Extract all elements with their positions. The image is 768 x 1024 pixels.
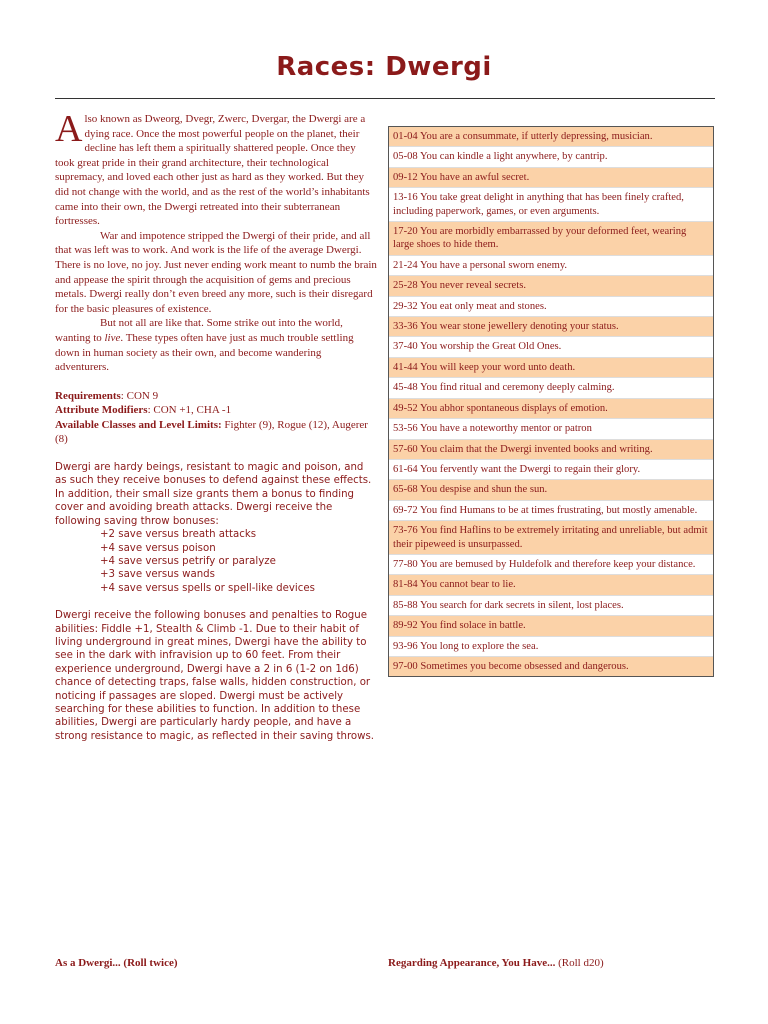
requirements-value: : CON 9 <box>120 389 159 402</box>
table-row: 05-08 You can kindle a light anywhere, by cantrip. <box>389 147 713 167</box>
requirements-line <box>55 389 377 404</box>
paragraph-adventurers <box>55 316 377 374</box>
caption-appearance-title: Regarding Appearance, You Have... <box>388 957 556 969</box>
left-column <box>55 108 377 743</box>
table-row: 45-48 You find ritual and ceremony deeply calming. <box>389 378 713 398</box>
adventurers-emphasis: live <box>104 331 121 344</box>
roll-table <box>388 126 714 677</box>
table-row: 81-84 You cannot bear to lie. <box>389 575 713 595</box>
table-row: 69-72 You find Humans to be at times frustrating, but mostly amenable. <box>389 501 713 521</box>
table-row: 65-68 You despise and shun the sun. <box>389 480 713 500</box>
saving-throw-item: +4 save versus spells or spell-like devices <box>100 582 315 594</box>
caption-appearance-dice: (Roll d20) <box>555 957 604 969</box>
table-row: 73-76 You find Haflins to be extremely irritating and unreliable, but admit their pipeweed is unsurpassed. <box>389 521 713 555</box>
intro-paragraph <box>55 108 377 229</box>
saving-throw-item: +3 save versus wands <box>100 569 215 581</box>
caption-roll-twice: As a Dwergi... (Roll twice) <box>55 957 178 969</box>
title-divider <box>55 98 715 99</box>
table-row: 61-64 You fervently want the Dwergi to regain their glory. <box>389 460 713 480</box>
attribute-modifiers-value: : CON +1, CHA -1 <box>147 404 232 417</box>
table-row: 01-04 You are a consummate, if utterly depressing, musician. <box>389 127 713 147</box>
table-row: 33-36 You wear stone jewellery denoting your status. <box>389 317 713 337</box>
table-row: 37-40 You worship the Great Old Ones. <box>389 337 713 357</box>
page-title: Races: Dwergi <box>276 52 492 82</box>
table-row: 93-96 You long to explore the sea. <box>389 637 713 657</box>
table-row: 41-44 You will keep your word unto death. <box>389 358 713 378</box>
paragraph-war: War and impotence stripped the Dwergi of their pride, and all that was left was to work. And work is the life of the average Dwergi. There is no love, no joy. Just never ending work meant to numb the brain and appease the spirit through the acquisition of gems and precious metals. Dwergi really don’t even breed any more, such is their disregard for the basic pleasures of existence. <box>55 229 377 315</box>
adventurers-text-b: . These types often have just as much trouble settling down in human society as their own, and become wandering adventurers. <box>55 331 354 374</box>
attribute-modifiers-line <box>55 403 377 418</box>
table-row: 29-32 You eat only meat and stones. <box>389 297 713 317</box>
table-row: 25-28 You never reveal secrets. <box>389 276 713 296</box>
table-row: 89-92 You find solace in battle. <box>389 616 713 636</box>
table-row: 17-20 You are morbidly embarrassed by your deformed feet, wearing large shoes to hide them. <box>389 222 713 256</box>
table-row: 57-60 You claim that the Dwergi invented books and writing. <box>389 440 713 460</box>
saving-throw-item: +4 save versus poison <box>100 542 216 554</box>
requirements-label: Requirements <box>55 389 121 402</box>
table-row: 49-52 You abhor spontaneous displays of emotion. <box>389 399 713 419</box>
table-row: 77-80 You are bemused by Huldefolk and therefore keep your distance. <box>389 555 713 575</box>
saving-throw-list <box>55 528 377 595</box>
rogue-abilities-paragraph: Dwergi receive the following bonuses and penalties to Rogue abilities: Fiddle +1, Stealth & Climb -1. Due to their habit of living underground in great mines, Dwergi have the ability to see in the dark with infravision up to 60 feet. From their experience underground, Dwergi have a 2 in 6 (1-2 on 1d6) chance of detecting traps, false walls, hidden construction, or noticing if passages are sloped. Dwergi must be actively searching for these abilities to function. In addition to these abilities, Dwergi are particularly hardy people, and have a strong resistance to magic, as reflected in their saving throws. <box>55 610 375 742</box>
intro-text: lso known as Dweorg, Dvegr, Zwerc, Dvergar, the Dwergi are a dying race. Once the most powerful people on the planet, their decline has left them a spiritually shattered people. Once they took great pride in their grand architecture, their technological supremacy, and loved each other just as hard as they worked. But they did not change with the world, and as the rest of the world’s inhabitants came into their own, the Dwergi retreated into their subterranean fortresses. <box>55 113 370 228</box>
adventurers-text-a: But not all are like that. Some strike out into the world, wanting to <box>55 317 343 344</box>
caption-appearance <box>388 957 604 969</box>
table-row: 09-12 You have an awful secret. <box>389 168 713 188</box>
table-row: 13-16 You take great delight in anything that has been finely crafted, including paperwork, games, or even arguments. <box>389 188 713 222</box>
classes-value: Fighter (9), Rogue (12), Augerer (8) <box>55 418 368 446</box>
saving-throw-item: +4 save versus petrify or paralyze <box>100 555 276 567</box>
table-row: 85-88 You search for dark secrets in silent, lost places. <box>389 596 713 616</box>
table-row: 97-00 Sometimes you become obsessed and dangerous. <box>389 657 713 676</box>
table-row: 53-56 You have a noteworthy mentor or patron <box>389 419 713 439</box>
hardy-paragraph: Dwergi are hardy beings, resistant to magic and poison, and as such they receive bonuses to defend against these effects. In addition, their small size grants them a bonus to finding cover and avoiding breath attacks. Dwergi receive the following saving throw bonuses: <box>55 462 372 527</box>
attribute-modifiers-label: Attribute Modifiers <box>55 404 148 417</box>
table-row: 21-24 You have a personal sworn enemy. <box>389 256 713 276</box>
saving-throw-item: +2 save versus breath attacks <box>100 529 257 541</box>
classes-label: Available Classes and Level Limits: <box>55 418 222 431</box>
classes-line <box>55 418 377 447</box>
drop-cap: A <box>55 108 83 150</box>
